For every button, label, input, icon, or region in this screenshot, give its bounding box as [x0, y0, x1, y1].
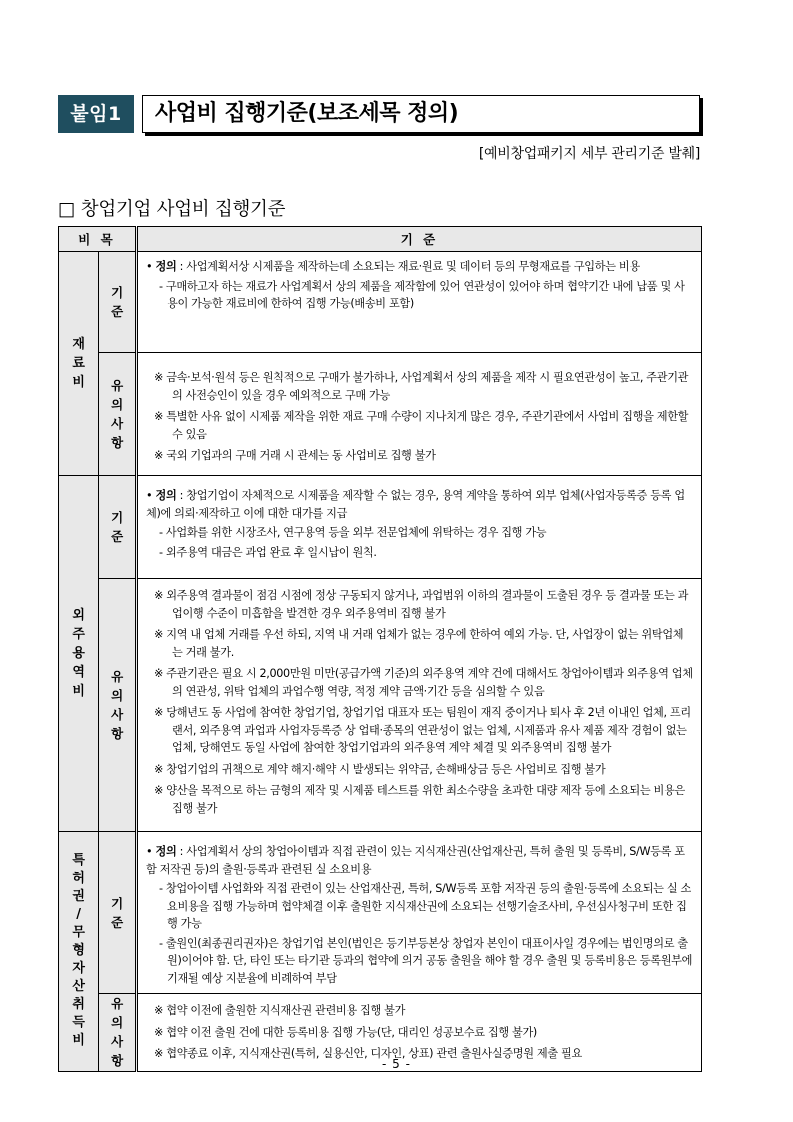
- table-row: [59, 476, 702, 579]
- budget-table: [58, 226, 702, 1072]
- criteria-item: - 구매하고자 하는 재료가 사업계획서 상의 제품을 제작함에 있어 연관성이 있어야 하며 협약기간 내에 납품 및 사용이 가능한 재료비에 한하여 집행 가능(배송비 포함): [159, 279, 685, 310]
- source-note: [예비창업패키지 세부 관리기준 발췌]: [478, 146, 700, 162]
- note-item: ※ 금속·보석·원석 등은 원칙적으로 구매가 불가하나, 사업계획서 상의 제품을 제작 시 필요연관성이 높고, 주관기관의 사전승인이 있을 경우 예외적으로 구매 가능: [154, 371, 689, 402]
- criteria-label: 기 준: [99, 832, 137, 994]
- note-item: ※ 협약 이전에 출원한 지식재산권 관련비용 집행 불가: [154, 1004, 406, 1017]
- note-item: ※ 외주용역 결과물이 점검 시점에 정상 구동되지 않거나, 과업범위 이하의 결과물이 도출된 경우 등 결과물 또는 과업이행 수준이 미흡함을 발견한 경우 외주용역비 집행 불가: [154, 589, 689, 620]
- note-item: ※ 국외 기업과의 구매 거래 시 관세는 동 사업비로 집행 불가: [154, 449, 436, 462]
- definition-line: • 정의 : 창업기업이 자체적으로 시제품을 제작할 수 없는 경우, 용역 계약을 통하여 외부 업체(사업자등록증 등록 업체)에 의뢰·제작하고 이에 대한 대가를 지급: [146, 489, 685, 520]
- table-row: [59, 832, 702, 994]
- category-cell: 재 료 비: [59, 252, 99, 476]
- category-cell: 특 허 권 / 무 형 자 산 취 득 비: [59, 832, 99, 1072]
- col-header-item: 비 목: [59, 227, 137, 252]
- section-title: □ 창업기업 사업비 집행기준: [58, 199, 286, 220]
- notes-label: 유 의 사 항: [99, 353, 137, 476]
- title-box: [142, 95, 700, 133]
- criteria-item: - 창업아이템 사업화와 직접 관련이 있는 산업재산권, 특허, S/W등록 포함 저작권 등의 출원·등록에 소요되는 실 소요비용을 집행 가능하며 협약체결 이후 출원한 지식재산권에 소요되는 선행기술조사비, 우선심사청구비 또한 집행 가능: [159, 882, 691, 930]
- note-item: ※ 양산을 목적으로 하는 금형의 제작 및 시제품 테스트를 위한 최소수량을 초과한 대량 제작 등에 소요되는 비용은 집행 불가: [154, 784, 685, 815]
- criteria-item: - 출원인(최종권리권자)은 창업기업 본인(법인은 등기부등본상 창업자 본인이 대표이사일 경우에는 법인명의로 출원)이어야 함. 단, 타인 또는 타기관 등과의 협약에 의거 공동 출원을 해야 할 경우 출원 및 등록비용은 등록원부에 기재될 예상 지분율에 비례하여 부담: [159, 936, 693, 985]
- note-item: ※ 협약종료 이후, 지식재산권(특허, 실용신안, 디자인, 상표) 관련 출원사실증명원 제출 필요: [154, 1047, 582, 1060]
- notes-label: 유 의 사 항: [99, 994, 137, 1072]
- criteria-content: [137, 832, 702, 994]
- table-row: [59, 579, 702, 832]
- table-header-row: [59, 227, 702, 252]
- page-header: [58, 95, 701, 135]
- col-header-standard: 기 준: [137, 227, 702, 252]
- note-item: ※ 당해년도 동 사업에 참여한 창업기업, 창업기업 대표자 또는 팀원이 재직 중이거나 퇴사 후 2년 이내인 업체, 프리랜서, 외주용역 과업과 사업자등록증 상 업태·종목의 연관성이 없는 업체, 시제품과 유사 제품 제작 경험이 없는 업체, 당해연도 동일 사업에 참여한 창업기업과의 외주용역 계약 체결 및 외주용역비 집행 불가: [154, 706, 691, 754]
- notes-content: [137, 353, 702, 476]
- note-item: ※ 주관기관은 필요 시 2,000만원 미만(공급가액 기준)의 외주용역 계약 건에 대해서도 창업아이템과 외주용역 업체의 연관성, 위탁 업체의 과업수행 역량, 적정 계약 금액·기간 등을 심의할 수 있음: [154, 667, 693, 698]
- note-item: ※ 창업기업의 귀책으로 계약 해지·해약 시 발생되는 위약금, 손해배상금 등은 사업비로 집행 불가: [154, 762, 606, 776]
- note-item: ※ 협약 이전 출원 건에 대한 등록비용 집행 가능(단, 대리인 성공보수료 집행 불가): [154, 1025, 537, 1039]
- notes-label: 유 의 사 항: [99, 579, 137, 832]
- definition-line: • 정의 : 사업계획서상 시제품을 제작하는데 소요되는 재료·원료 및 데이터 등의 무형재료를 구입하는 비용: [146, 260, 640, 273]
- criteria-label: 기 준: [99, 476, 137, 579]
- definition-line: • 정의 : 사업계획서 상의 창업아이템과 직접 관련이 있는 지식재산권(산업재산권, 특허 출원 및 등록비, S/W등록 포함 저작권 등)의 출원·등록과 관련된 실 소요비용: [146, 845, 685, 876]
- page-number: - 5 -: [382, 1057, 411, 1071]
- criteria-content: [137, 476, 702, 579]
- attachment-badge: 붙임1: [58, 95, 134, 133]
- table-row: [59, 353, 702, 476]
- criteria-label: 기 준: [99, 252, 137, 353]
- note-item: ※ 특별한 사유 없이 시제품 제작을 위한 재료 구매 수량이 지나치게 많은 경우, 주관기관에서 사업비 집행을 제한할 수 있음: [154, 410, 689, 441]
- criteria-item: - 외주용역 대금은 과업 완료 후 일시납이 원칙.: [159, 545, 377, 559]
- table-row: [59, 252, 702, 353]
- category-cell: 외 주 용 역 비: [59, 476, 99, 832]
- criteria-content: [137, 252, 702, 353]
- notes-content: [137, 579, 702, 832]
- page-title: 사업비 집행기준(보조세목 정의): [155, 101, 459, 126]
- note-item: ※ 지역 내 업체 거래를 우선 하되, 지역 내 거래 업체가 없는 경우에 한하여 예외 가능. 단, 사업장이 없는 위탁업체는 거래 불가.: [154, 628, 684, 659]
- criteria-item: - 사업화를 위한 시장조사, 연구용역 등을 외부 전문업체에 위탁하는 경우 집행 가능: [159, 526, 547, 539]
